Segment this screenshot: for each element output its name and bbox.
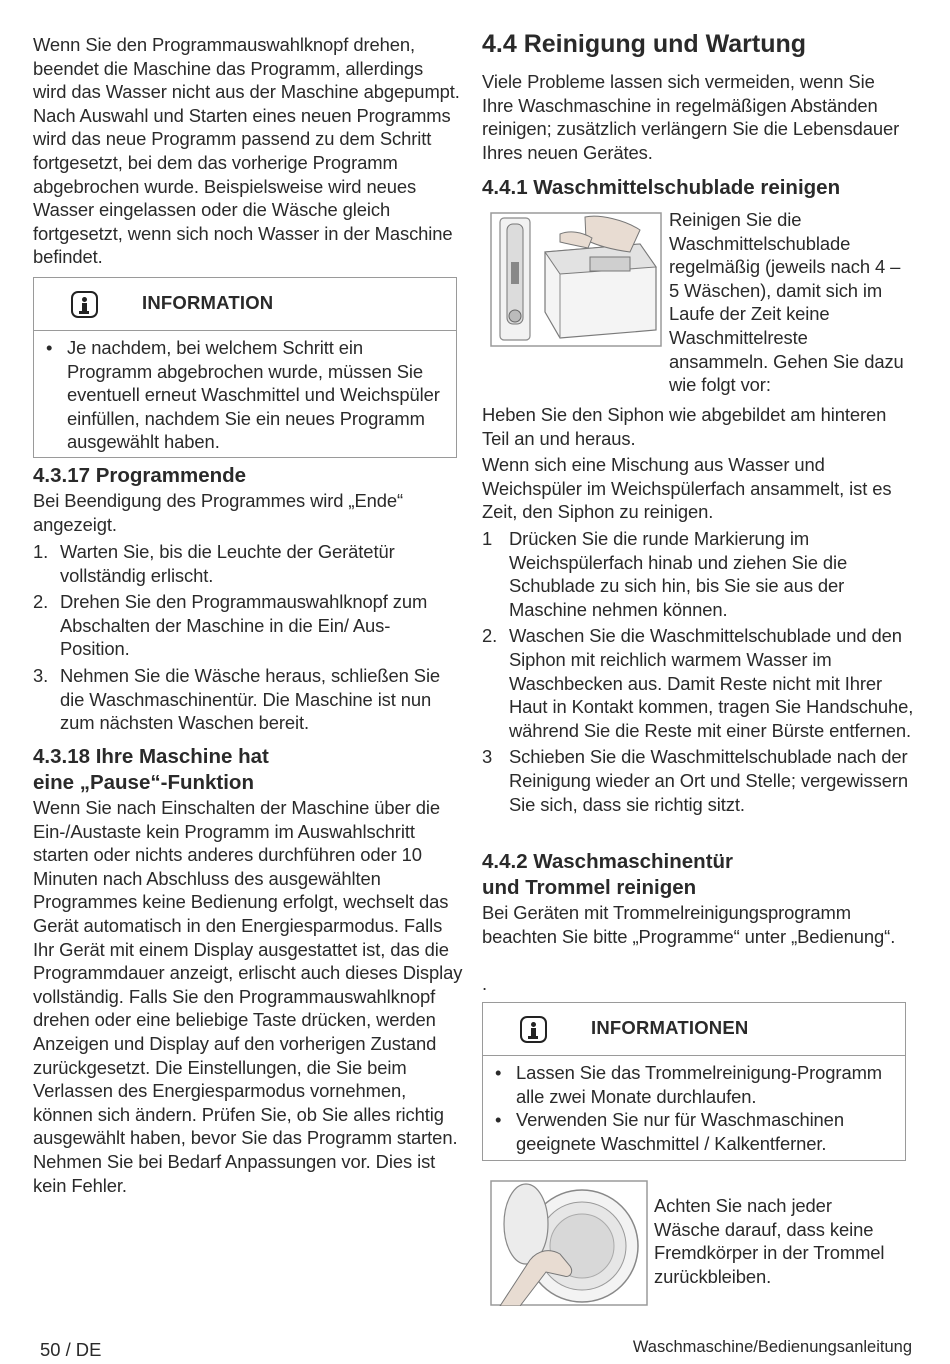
pause-text: Wenn Sie nach Einschalten der Maschine über die Ein-/Austaste kein Programm im Auswahlschritt starten oder nichts anderes durchführen oder 10 Minuten nach Abschluss des ausgewählten Programmes keine Bedienung erfolgt, wechselt das Gerät automatisch in den Energiesparmodus. Falls Ihr Gerät mit einem Display ausgestattet ist, das die Programmdauer anzeigt, erlischt auch dieses Display vollständig. Falls Sie den Programmauswahlknopf drehen oder eine beliebige Taste drücken, werden Anzeigen und Display auf den vorherigen Zustand zurückgesetzt. Die Einstellungen, die Sie beim Verlassen des Energiesparmodus vornehmen, können sich ändern. Prüfen Sie, ob Sie alles richtig ausgewählt haben, bevor Sie das Programm starten. Nehmen Sie bei Bedarf Anpassungen vor. Dies ist kein Fehler. [33,797,463,1196]
page-number: 50 / DE [40,1339,102,1360]
list-item: 1. Warten Sie, bis die Leuchte der Gerätetür vollständig erlischt. [33,541,395,586]
list-item: • Lassen Sie das Trommelreinigung-Programm alle zwei Monate durchlaufen. [483,1061,897,1108]
info-box-list [483,1056,905,1155]
siphon-text-2: Wenn sich eine Mischung aus Wasser und Weichspüler im Weichspülerfach ansammelt, ist es Zeit, den Siphon zu reinigen. [482,454,892,523]
info-box-2 [482,1002,906,1161]
list-item: 2. Drehen Sie den Programmauswahlknopf zum Abschalten der Maschine in die Ein/ Aus-Position. [33,591,428,660]
list-item: 2. Waschen Sie die Waschmittelschublade und den Siphon mit reichlich warmem Wasser im Waschbecken aus. Damit Reste nicht mit Ihrer Haut in Kontakt kommen, tragen Sie Handschuhe, während Sie die Reste mit einer Bürste entfernen. [482,625,914,741]
intro-paragraph: Wenn Sie den Programmauswahlknopf drehen, beendet die Maschine das Programm, allerdings wird das Wasser nicht aus der Maschine abgepumpt. Nach Auswahl und Starten eines neuen Programms wird das neue Programm passend zu dem Schritt fortgesetzt, bei dem das vorherige Programm abgebrochen wurde. Beispielsweise wird neues Wasser eingelassen oder die Wäsche gleich fortgesetzt, wenn sich noch Wasser in der Maschine befindet. [33,34,460,268]
heading-4-4: 4.4 Reinigung und Wartung [482,30,807,58]
programmende-text: Bei Beendigung des Programmes wird „Ende“ angezeigt. [33,490,404,535]
siphon-text-1: Heben Sie den Siphon wie abgebildet am hinteren Teil an und heraus. [482,404,887,449]
drum-program-text: Bei Geräten mit Trommelreinigungsprogramm beachten Sie bitte „Programme“ unter „Bedienung“. [482,902,896,947]
detergent-drawer-illustration [490,212,662,347]
info-box-header [483,1003,905,1056]
info-box-header [34,278,456,331]
heading-4-4-2: 4.4.2 Waschmaschinentür und Trommel reinigen [482,850,734,899]
wartung-text: Viele Probleme lassen sich vermeiden, wenn Sie Ihre Waschmaschine in regelmäßigen Abständen reinigen; zusätzlich verlängern Sie die Lebensdauer Ihres neuen Gerätes. [482,71,900,163]
info-box-title: INFORMATIONEN [591,1017,749,1038]
document-title: Waschmaschine/Bedienungsanleitung [632,1338,912,1356]
info-icon [71,291,98,318]
info-box-title: INFORMATION [142,292,274,313]
list-item: • Je nachdem, bei welchem Schritt ein Programm abgebrochen wurde, müssen Sie eventuell erneut Waschmittel und Weichspüler einfüllen, nachdem Sie ein neues Programm ausgewählt haben. [34,336,448,454]
drum-illustration [490,1180,648,1306]
list-item: • Verwenden Sie nur für Waschmaschinen geeignete Waschmittel / Kalkentferner. [483,1108,897,1155]
heading-4-3-18: 4.3.18 Ihre Maschine hat eine „Pause“-Funktion [33,745,269,794]
programmende-steps [33,540,458,738]
drawer-steps [482,527,915,819]
info-box-list [34,331,456,454]
drawer-side-text: Reinigen Sie die Waschmittelschublade regelmäßig (jeweils nach 4 – 5 Wäschen), damit sich im Laufe der Zeit keine Waschmittelreste ansammeln. Gehen Sie dazu wie folgt vor: [669,209,904,396]
info-icon [520,1016,547,1043]
list-item: 3 Schieben Sie die Waschmittelschublade nach der Reinigung wieder an Ort und Stelle; vergewissern Sie sich, dass sie richtig sitzt. [482,746,908,815]
drum-side-text: Achten Sie nach jeder Wäsche darauf, dass keine Fremdkörper in der Trommel zurückbleiben. [654,1195,885,1287]
list-item: 1 Drücken Sie die runde Markierung im Weichspülerfach hinab und ziehen Sie die Schublade zu sich hin, bis Sie sie aus der Maschine nehmen können. [482,528,848,620]
stray-dot: . [482,973,488,994]
info-box-1 [33,277,457,458]
heading-4-4-1: 4.4.1 Waschmittelschublade reinigen [482,176,841,199]
heading-4-3-17: 4.3.17 Programmende [33,464,247,487]
list-item: 3. Nehmen Sie die Wäsche heraus, schließen Sie die Waschmaschinentür. Die Maschine ist nun zum nächsten Waschen bereit. [33,664,441,734]
